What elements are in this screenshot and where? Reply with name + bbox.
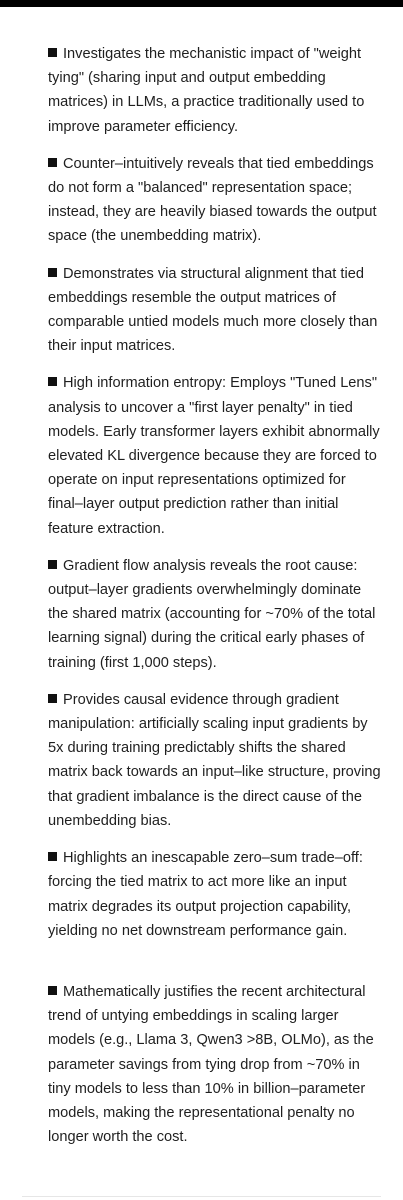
square-bullet-icon bbox=[48, 694, 57, 703]
bullet-item bbox=[48, 554, 384, 675]
bullet-item bbox=[48, 42, 384, 139]
bullet-list bbox=[48, 42, 384, 1162]
bullet-item bbox=[48, 262, 384, 359]
bullet-text: Investigates the mechanistic impact of "weight tying" (sharing input and output embedding matrices) in LLMs, a practice traditionally used to improve parameter efficiency. bbox=[48, 46, 365, 135]
square-bullet-icon bbox=[48, 268, 57, 277]
square-bullet-icon bbox=[48, 986, 57, 995]
bullet-text: Gradient flow analysis reveals the root cause: output–layer gradients overwhelmingly dominate the shared matrix (accounting for ~70% of the total learning signal) during the critical early phases of training (first 1,000 steps). bbox=[48, 557, 376, 671]
bullet-item bbox=[48, 371, 384, 540]
top-bar bbox=[0, 0, 403, 7]
square-bullet-icon bbox=[48, 377, 57, 386]
bullet-text: High information entropy: Employs "Tuned Lens" analysis to uncover a "first layer penalty" in tied models. Early transformer layers exhibit abnormally elevated KL divergence because they are forced to operate on input representations optimized for final–layer output prediction rather than initial feature extraction. bbox=[48, 375, 380, 537]
square-bullet-icon bbox=[48, 852, 57, 861]
bullet-item bbox=[48, 846, 384, 943]
bullet-item bbox=[48, 980, 384, 1149]
bullet-text: Counter–intuitively reveals that tied embeddings do not form a "balanced" representation space; instead, they are heavily biased towards the output space (the unembedding matrix). bbox=[48, 155, 377, 245]
bottom-divider bbox=[22, 1196, 381, 1197]
square-bullet-icon bbox=[48, 560, 57, 569]
bullet-text: Highlights an inescapable zero–sum trade–off: forcing the tied matrix to act more like an input matrix degrades its output projection capability, yielding no net downstream performance gain. bbox=[48, 850, 363, 939]
square-bullet-icon bbox=[48, 158, 57, 167]
bullet-item bbox=[48, 152, 384, 249]
bullet-text: Provides causal evidence through gradient manipulation: artificially scaling input gradients by 5x during training predictably shifts the shared matrix back towards an input–like structure, proving that gradient imbalance is the direct cause of the unembedding bias. bbox=[48, 691, 381, 829]
bullet-item bbox=[48, 688, 384, 833]
square-bullet-icon bbox=[48, 48, 57, 57]
bullet-text: Demonstrates via structural alignment that tied embeddings resemble the output matrices of comparable untied models much more closely than their input matrices. bbox=[48, 265, 378, 355]
bullet-text: Mathematically justifies the recent architectural trend of untying embeddings in scaling larger models (e.g., Llama 3, Qwen3 >8B, OLMo), as the parameter savings from tying drop from ~70% in tiny models to less than 10% in billion–parameter models, making the representational penalty no longer worth the cost. bbox=[48, 983, 374, 1146]
